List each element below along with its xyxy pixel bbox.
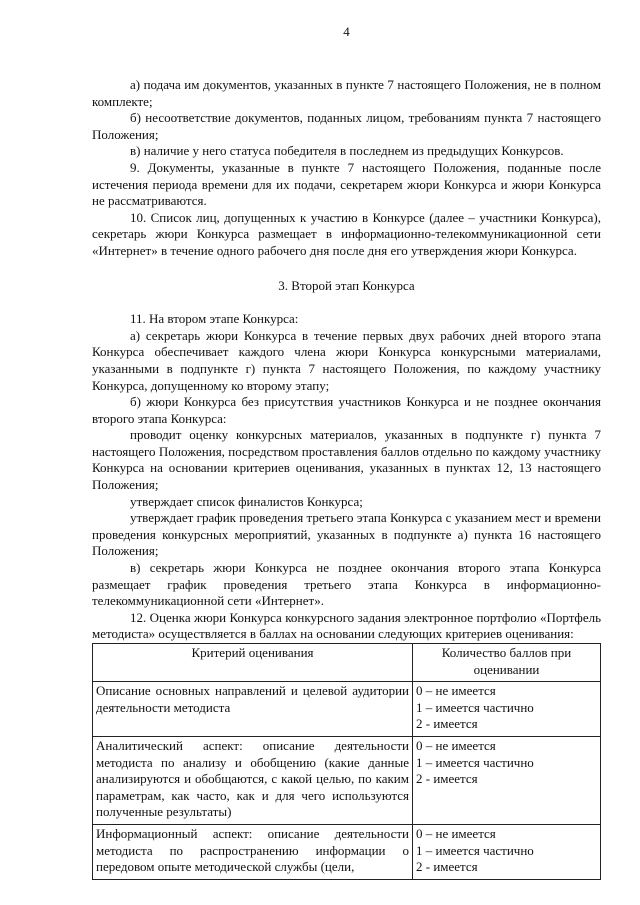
criterion-cell: Информационный аспект: описание деятельности методиста по распространению информации о передовом опыте методической службы (цели,	[93, 824, 413, 879]
score-line: 0 – не имеется	[416, 825, 496, 841]
table-header-score: Количество баллов при оценивании	[413, 644, 601, 682]
paragraph-9: 9. Документы, указанные в пункте 7 настоящего Положения, поданные после истечения периода времени для их подачи, секретарем жюри Конкурса и жюри Конкурса не рассматриваются.	[92, 159, 601, 209]
paragraph-10: 10. Список лиц, допущенных к участию в Конкурсе (далее – участники Конкурса), секретарь жюри Конкурса размещает в информационно-телекоммуникационной сети «Интернет» в течение одного рабочего дня после дня его утверждения жюри Конкурса.	[92, 209, 601, 258]
section-heading: 3. Второй этап Конкурса	[278, 277, 415, 293]
page-number: 4	[343, 24, 350, 39]
paragraph-8c: в) наличие у него статуса победителя в последнем из предыдущих Конкурсов.	[130, 143, 564, 159]
paragraph-8b: б) несоответствие документов, поданных лицом, требованиям пункта 7 настоящего Положения;	[92, 110, 601, 142]
document-body	[92, 77, 601, 880]
paragraph-11c: в) секретарь жюри Конкурса не позднее окончания второго этапа Конкурса размещает график проведения третьего этапа Конкурса в информационно-телекоммуникационной сети «Интернет».	[92, 560, 601, 609]
score-line: 1 – имеется частично	[416, 699, 534, 715]
score-line: 0 – не имеется	[416, 737, 496, 753]
paragraph-8a: а) подача им документов, указанных в пункте 7 настоящего Положения, не в полном комплекте;	[92, 77, 601, 109]
score-cell	[413, 682, 601, 737]
score-line: 2 - имеется	[416, 716, 478, 732]
criteria-table	[92, 643, 601, 880]
table-header-row	[93, 644, 601, 682]
table-row	[93, 736, 601, 824]
paragraph-11: 11. На втором этапе Конкурса:	[130, 311, 299, 327]
paragraph-11b-1: проводит оценку конкурсных материалов, указанных в подпункте г) пункта 7 настоящего Положения, посредством проставления баллов отдельно по каждому участнику Конкурса на основании критериев оценивания, указанных в пунктах 12, 13 настоящего Положения;	[92, 427, 601, 493]
table-header-criterion: Критерий оценивания	[93, 644, 413, 682]
score-line: 1 – имеется частично	[416, 754, 534, 770]
paragraph-11b-2: утверждает список финалистов Конкурса;	[130, 493, 363, 509]
paragraph-12: 12. Оценка жюри Конкурса конкурсного задания электронное портфолио «Портфель методиста» осуществляется в баллах на основании следующих критериев оценивания:	[92, 609, 601, 642]
paragraph-11a: а) секретарь жюри Конкурса в течение первых двух рабочих дней второго этапа Конкурса обеспечивает каждого члена жюри Конкурса конкурсными материалами, указанными в подпункте г) пункта 7 настоящего Положения, по каждому участнику Конкурса, допущенному ко второму этапу;	[92, 327, 601, 393]
score-line: 2 - имеется	[416, 859, 478, 875]
paragraph-11b-3: утверждает график проведения третьего этапа Конкурса с указанием мест и времени проведения конкурсных мероприятий, указанных в подпункте а) пункта 16 настоящего Положения;	[92, 510, 601, 559]
table-row	[93, 824, 601, 879]
score-line: 2 - имеется	[416, 771, 478, 787]
criterion-cell: Описание основных направлений и целевой аудитории деятельности методиста	[93, 682, 413, 737]
table-row	[93, 682, 601, 737]
paragraph-11b: б) жюри Конкурса без присутствия участников Конкурса и не позднее окончания второго этапа Конкурса:	[92, 394, 601, 426]
score-cell	[413, 736, 601, 824]
score-cell	[413, 824, 601, 879]
score-line: 1 – имеется частично	[416, 842, 534, 858]
score-line: 0 – не имеется	[416, 683, 496, 699]
criterion-cell: Аналитический аспект: описание деятельности методиста по анализу и обобщению (какие данные анализируются и обобщаются, с какой целью, по каким параметрам, как часто, как и для чего используются полученные результаты)	[93, 736, 413, 824]
